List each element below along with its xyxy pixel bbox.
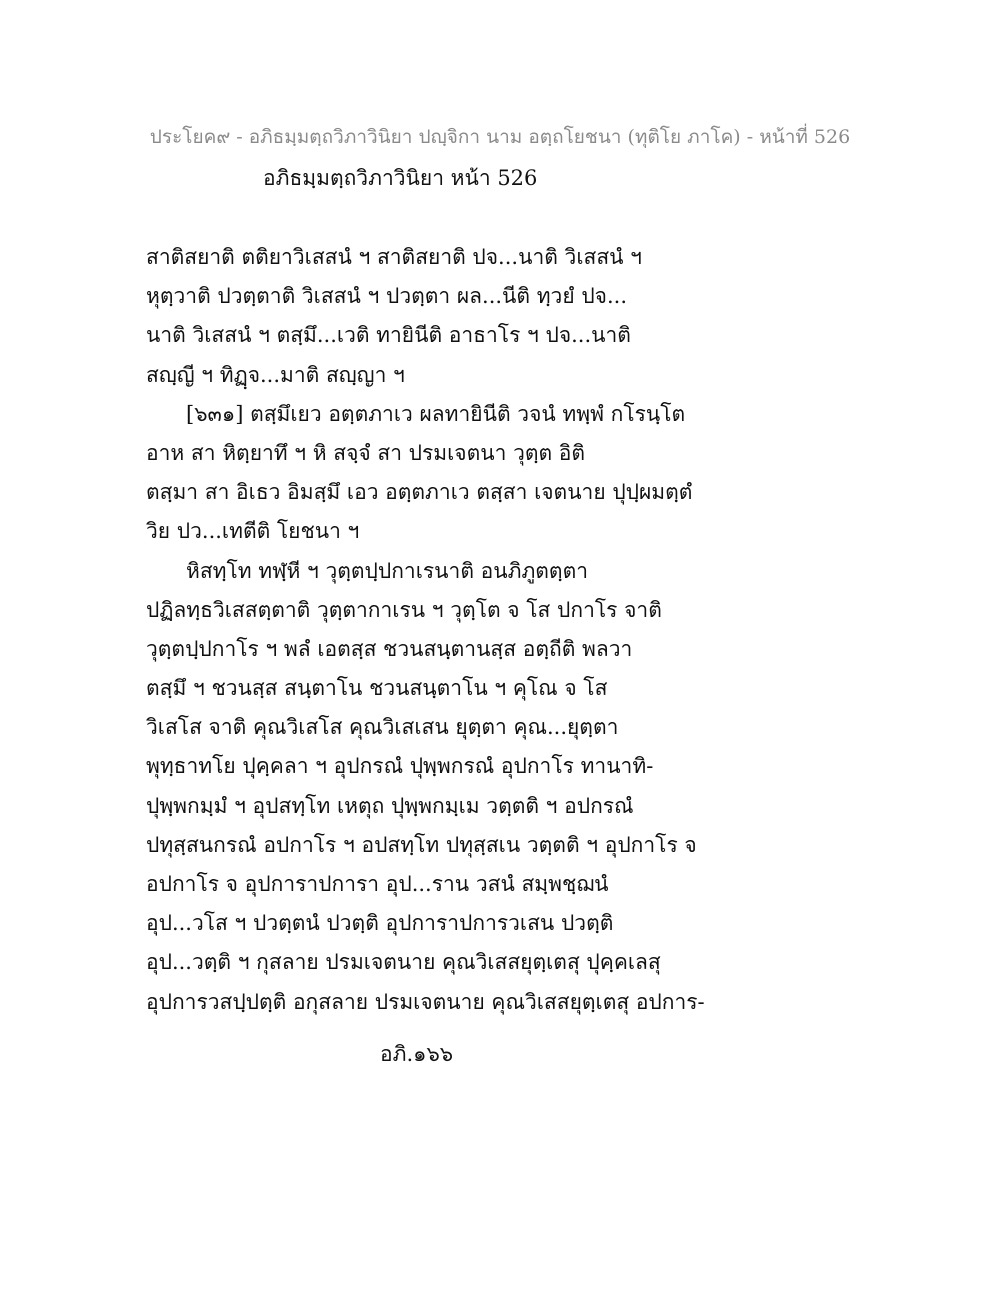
- text-line: อาห สา หิตฺยาทึ ฯ หิ สจฺจํ สา ปรมเจตนา วุตฺต อิติ: [146, 440, 586, 465]
- text-line: สาติสยาติ ตติยาวิเสสนํ ฯ สาติสยาติ ปจ...นาติ วิเสสนํ ฯ: [146, 245, 642, 269]
- body-text: [146, 238, 866, 1022]
- running-header: ประโยค๙ - อภิธมฺมตฺถวิภาวินิยา ปญฺจิกา นาม อตฺถโยชนา (ทุติโย ภาโค) - หน้าที่ 526: [149, 126, 851, 148]
- text-line: วิย ปว...เทตีติ โยชนา ฯ: [146, 519, 360, 544]
- text-line: วิเสโส จาติ คุณวิเสโส คุณวิเสเสน ยุตฺตา คุณ...ยุตฺตา: [146, 715, 619, 740]
- text-line: ปุพฺพกมฺมํ ฯ อุปสทฺโท เหตุถ ปุพฺพกมฺเม วตฺตติ ฯ อปกรณํ: [146, 793, 634, 818]
- text-line: ตสฺมึ ฯ ชวนสฺส สนฺตาโน ชวนสนฺตาโน ฯ คุโณ จ โส: [146, 676, 608, 701]
- text-line: ตสฺมา สา อิเธว อิมสฺมึ เอว อตฺตภาเว ตสฺสา เจตนาย ปุปฺผมตฺตํ: [146, 480, 693, 505]
- text-line: นาติ วิเสสนํ ฯ ตสฺมึ...เวติ ทายินีติ อาธาโร ฯ ปจ...นาติ: [146, 323, 631, 348]
- text-line: วุตฺตปฺปกาโร ฯ พลํ เอตสฺส ชวนสนฺตานสฺส อตฺถีติ พลวา: [146, 636, 633, 661]
- page-heading: อภิธมฺมตฺถวิภาวินิยา หน้า 526: [263, 166, 538, 190]
- text-line: อุป...วโส ฯ ปวตฺตนํ ปวตฺติ อุปการาปการวเสน ปวตฺติ: [146, 911, 614, 936]
- text-line: สญฺญี ฯ ทิฏฺจ...มาติ สญฺญา ฯ: [146, 362, 405, 387]
- page-footer: อภิ.๑๖๖: [380, 1042, 454, 1066]
- text-line: อปกาโร จ อุปการาปการา อุป...ราน วสนํ สมฺพชฺฌนํ: [146, 872, 609, 896]
- text-line: ปทุสฺสนกรณํ อปกาโร ฯ อปสทฺโท ปทุสฺสเน วตฺตติ ฯ อุปกาโร จ: [146, 832, 697, 857]
- text-line: อุป...วตฺติ ฯ กุสลาย ปรมเจตนาย คุณวิเสสยุตฺเตสุ ปุคฺคเลสุ: [146, 950, 661, 975]
- text-line: พุทฺธาทโย ปุคฺคลา ฯ อุปกรณํ ปุพฺพกรณํ อุปกาโร ทานาทิ-: [146, 754, 654, 779]
- paragraph-start-line: หิสทฺโท ทฬฺหี ฯ วุตฺตปฺปกาเรนาติ อนภิภูตตฺตา: [186, 558, 588, 583]
- paragraph-start-line: [๖๓๑] ตสฺมึเยว อตฺตภาเว ผลทายินีติ วจนํ ทพฺพํ กโรนฺโต: [186, 401, 686, 426]
- text-line: ปฏิลทฺธวิเสสตฺตาติ วุตฺตากาเรน ฯ วุตฺโต จ โส ปกาโร จาติ: [146, 597, 662, 622]
- text-line: อุปการวสปฺปตฺติ อกุสลาย ปรมเจตนาย คุณวิเสสยุตฺเตสุ อปการ-: [146, 989, 705, 1014]
- text-line: หุตฺวาติ ปวตฺตาติ วิเสสนํ ฯ ปวตฺตา ผล...นีติ ทฺวยํ ปจ...: [146, 284, 627, 309]
